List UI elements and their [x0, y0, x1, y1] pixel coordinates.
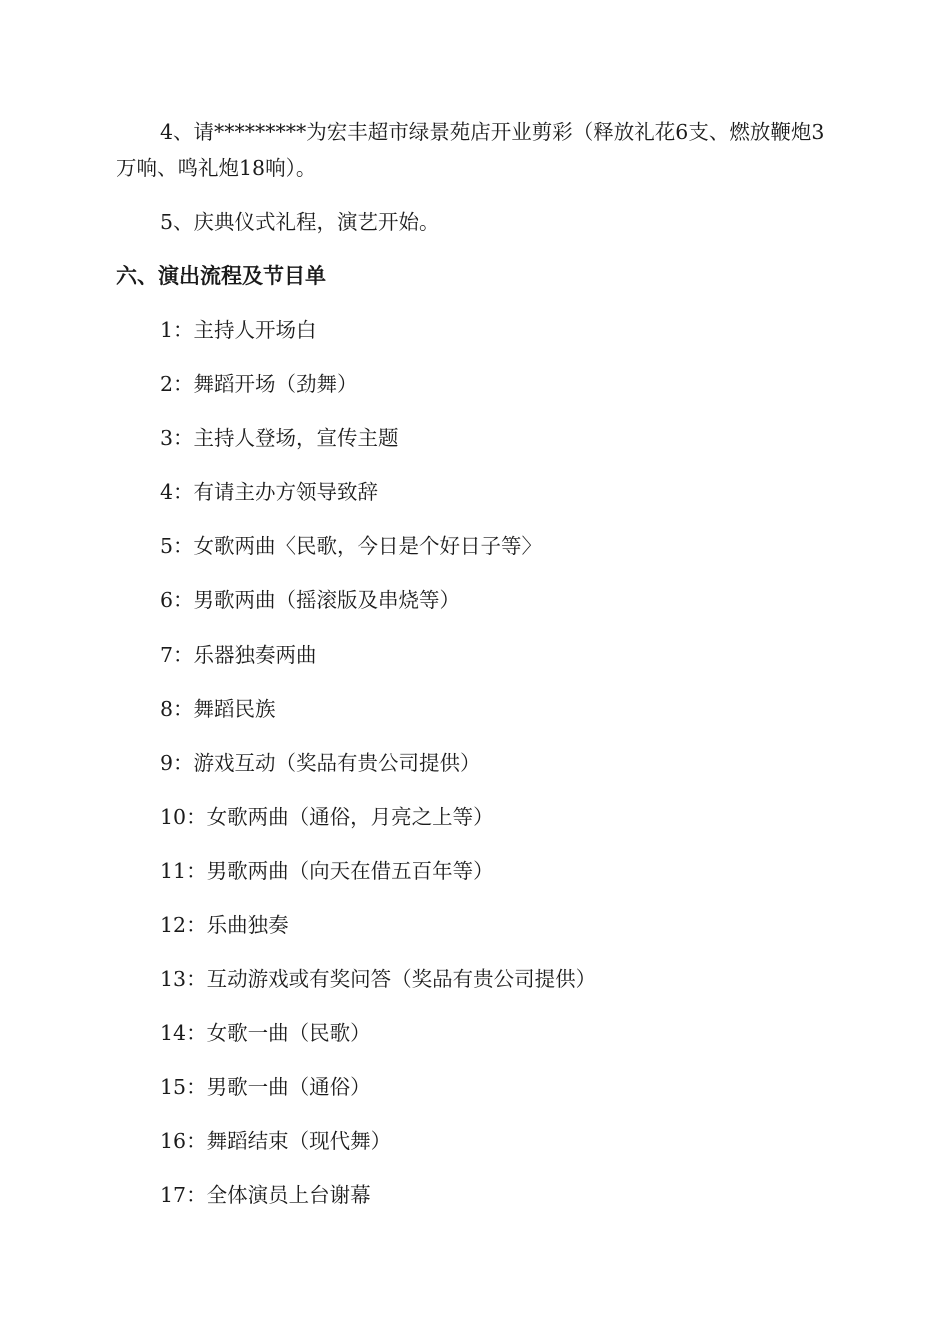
- program-item: 4：有请主办方领导致辞: [160, 480, 379, 504]
- section-heading: 六、演出流程及节目单: [116, 264, 326, 288]
- program-item: 3：主持人登场，宣传主题: [160, 426, 399, 450]
- paragraph-ribbon-cutting: 4、请*********为宏丰超市绿景苑店开业剪彩（释放礼花6支、燃放鞭炮3万响、鸣礼炮18响）。: [116, 120, 825, 180]
- program-item: 16：舞蹈结束（现代舞）: [160, 1129, 392, 1153]
- program-item: 17：全体演员上台谢幕: [160, 1183, 371, 1207]
- program-item: 15：男歌一曲（通俗）: [160, 1075, 371, 1099]
- paragraph-ceremony-start: 5、庆典仪式礼程，演艺开始。: [160, 210, 440, 234]
- program-item: 7：乐器独奏两曲: [160, 643, 317, 667]
- program-item: 1：主持人开场白: [160, 318, 317, 342]
- program-item: 11：男歌两曲（向天在借五百年等）: [160, 859, 494, 883]
- program-item: 2：舞蹈开场（劲舞）: [160, 372, 358, 396]
- program-item: 9：游戏互动（奖品有贵公司提供）: [160, 751, 481, 775]
- program-item: 6：男歌两曲（摇滚版及串烧等）: [160, 588, 461, 612]
- program-item: 12：乐曲独奏: [160, 913, 289, 937]
- program-item: 8：舞蹈民族: [160, 697, 276, 721]
- program-item: 14：女歌一曲（民歌）: [160, 1021, 371, 1045]
- program-item: 10：女歌两曲（通俗，月亮之上等）: [160, 805, 494, 829]
- program-item: 5：女歌两曲〈民歌，今日是个好日子等〉: [160, 534, 543, 558]
- program-item: 13：互动游戏或有奖问答（奖品有贵公司提供）: [160, 967, 597, 991]
